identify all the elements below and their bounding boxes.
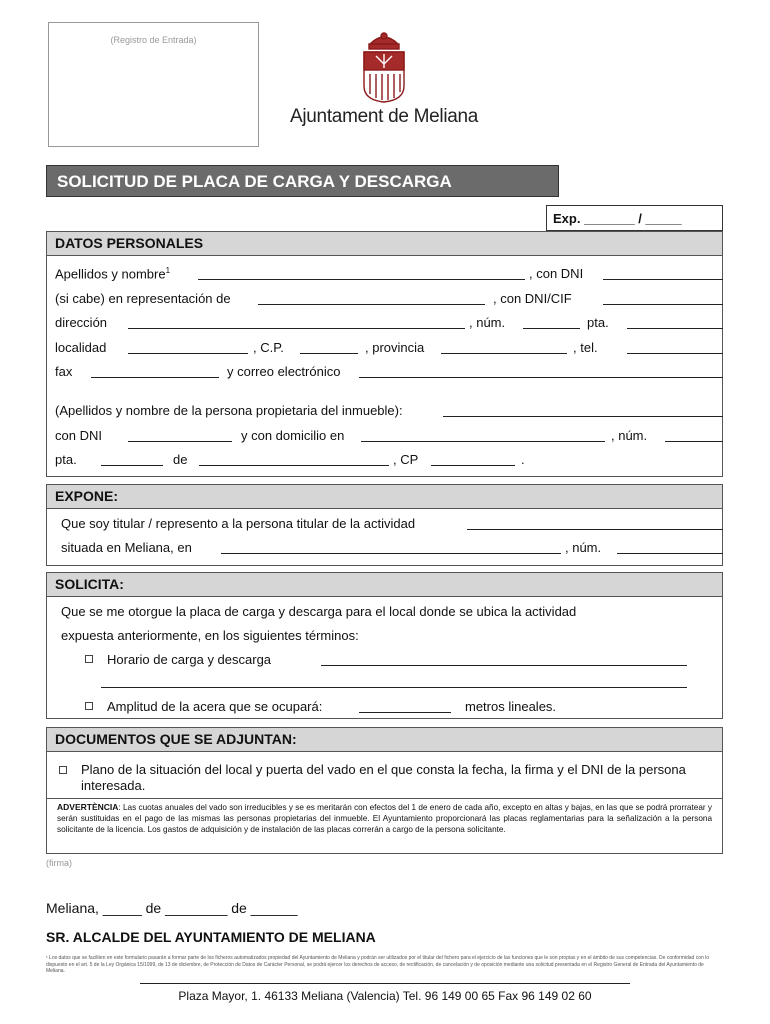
footer-divider bbox=[140, 983, 630, 984]
dni-propietaria-input[interactable] bbox=[128, 428, 232, 442]
localidad-input[interactable] bbox=[128, 340, 248, 354]
section-documentos bbox=[46, 727, 723, 854]
registration-stamp-box bbox=[48, 22, 259, 147]
row-apellidos bbox=[55, 266, 722, 286]
amplitud-input[interactable] bbox=[359, 699, 451, 713]
de-input[interactable] bbox=[199, 452, 389, 466]
label-horario: Horario de carga y descarga bbox=[107, 652, 272, 667]
label-num-2: , núm. bbox=[611, 428, 648, 443]
row-horario bbox=[85, 652, 722, 672]
data-protection-footnote: ¹ Los datos que se faciliten en este formulario pasarán a formar parte de los ficheros automatizados propiedad del Ayuntamiento de Meliana y podrán ser utilizados por el titular del fichero para el ejercicio de las funciones que le son propias y en el ámbito de sus competencias. De conformidad con lo dispuesto en el art. 5 de la Ley Orgánica 15/1999, de 13 de diciembre, de Protección de Datos de Carácter Personal, se podrá ejercer los derechos de acceso, de rectificación, de cancelación y de oposición mediante una solicitud presentada en el Registro General de Entrada del Ayuntamiento de Meliana. bbox=[46, 955, 710, 974]
label-localidad: localidad bbox=[55, 340, 107, 355]
pta-propietaria-input[interactable] bbox=[101, 452, 163, 466]
row-solicita-1 bbox=[61, 604, 722, 624]
row-doc-1 bbox=[59, 762, 709, 794]
dni-cif-input[interactable] bbox=[603, 291, 723, 305]
horario-checkbox[interactable] bbox=[85, 655, 93, 663]
brand-name: Ajuntament de Meliana bbox=[290, 106, 479, 127]
label-fax: fax bbox=[55, 364, 73, 379]
num-input[interactable] bbox=[523, 315, 580, 329]
label-domicilio: y con domicilio en bbox=[241, 428, 345, 443]
label-cp-2: , CP bbox=[393, 452, 419, 467]
ubicacion-input[interactable] bbox=[221, 540, 561, 554]
horario-extra-input[interactable] bbox=[101, 674, 687, 688]
registration-stamp-label: (Registro de Entrada) bbox=[110, 35, 197, 45]
section-heading: DOCUMENTOS QUE SE ADJUNTAN: bbox=[47, 728, 722, 752]
dni-input[interactable] bbox=[603, 266, 723, 280]
label-representacion: (si cabe) en representación de bbox=[55, 291, 231, 306]
coat-of-arms-icon bbox=[356, 30, 412, 104]
advertencia-text: : Las cuotas anuales del vado son irreducibles y se es meritarán con efectos del 1 de enero de cada año, excepto en altas y bajas, en las que se podrá prorratear y serán sustituidas en el pago de las mismas las personas propietarias del inmueble. El Ayuntamiento proporcionará las placas reglamentarias para la señalización a la persona solicitante de la licencia. Los gastos de adquisición y de instalación de las placas correrán a cargo de la persona solicitante. bbox=[57, 803, 712, 835]
apellidos-input[interactable] bbox=[198, 266, 525, 280]
section-expone bbox=[46, 484, 723, 566]
label-num-expone: , núm. bbox=[565, 540, 602, 555]
label-correo: y correo electrónico bbox=[227, 364, 341, 379]
label-direccion: dirección bbox=[55, 315, 108, 330]
plano-checkbox[interactable] bbox=[59, 766, 67, 774]
section-heading: DATOS PERSONALES bbox=[47, 232, 722, 256]
horario-input[interactable] bbox=[321, 652, 687, 666]
label-pta-2: pta. bbox=[55, 452, 77, 467]
row-horario-extra bbox=[85, 674, 722, 694]
propietaria-input[interactable] bbox=[443, 403, 723, 417]
correo-input[interactable] bbox=[359, 364, 723, 378]
exp-number-field[interactable]: Exp. _______ / _____ bbox=[546, 205, 723, 231]
num-propietaria-input[interactable] bbox=[665, 428, 723, 442]
label-con-dni-2: con DNI bbox=[55, 428, 102, 443]
row-direccion bbox=[55, 315, 722, 335]
direccion-input[interactable] bbox=[128, 315, 465, 329]
label-provincia: , provincia bbox=[365, 340, 425, 355]
representacion-input[interactable] bbox=[258, 291, 485, 305]
row-expone-2 bbox=[61, 540, 722, 560]
row-pta-cp bbox=[55, 452, 722, 472]
label-apellidos: Apellidos y nombre$^1$ bbox=[55, 266, 171, 282]
row-propietaria bbox=[55, 403, 722, 423]
actividad-input[interactable] bbox=[467, 516, 723, 530]
amplitud-checkbox[interactable] bbox=[85, 702, 93, 710]
fax-input[interactable] bbox=[91, 364, 219, 378]
cp-input[interactable] bbox=[300, 340, 358, 354]
label-tel: , tel. bbox=[573, 340, 598, 355]
row-fax bbox=[55, 364, 722, 384]
row-expone-1 bbox=[61, 516, 722, 536]
label-cp: , C.P. bbox=[253, 340, 284, 355]
footer-address: Plaza Mayor, 1. 46133 Meliana (Valencia) Tel. 96 149 00 65 Fax 96 149 02 60 bbox=[178, 989, 592, 1003]
label-num: , núm. bbox=[469, 315, 506, 330]
label-metros: metros lineales. bbox=[465, 699, 557, 714]
advertencia-label: ADVERTÈNCIA bbox=[57, 802, 119, 812]
tel-input[interactable] bbox=[627, 340, 723, 354]
label-amplitud: Amplitud de la acera que se ocupará: bbox=[107, 699, 323, 714]
row-con-dni-domicilio bbox=[55, 428, 722, 448]
label-con-dni: , con DNI bbox=[529, 266, 584, 281]
form-title: SOLICITUD DE PLACA DE CARGA Y DESCARGA bbox=[46, 165, 559, 197]
cp-propietaria-input[interactable] bbox=[431, 452, 515, 466]
doc-item-1: Plano de la situación del local y puerta del vado en el que consta la fecha, la firma y el DNI de la persona interesada. bbox=[81, 762, 686, 793]
advertencia-note bbox=[47, 798, 722, 839]
label-propietaria: (Apellidos y nombre de la persona propietaria del inmueble): bbox=[55, 403, 403, 418]
row-solicita-2 bbox=[61, 628, 722, 648]
section-heading: EXPONE: bbox=[47, 485, 722, 509]
domicilio-input[interactable] bbox=[361, 428, 605, 442]
section-datos-personales bbox=[46, 231, 723, 477]
pta-input[interactable] bbox=[627, 315, 723, 329]
num-expone-input[interactable] bbox=[617, 540, 723, 554]
footnote-mark: 1 bbox=[165, 266, 171, 275]
section-heading: SOLICITA: bbox=[47, 573, 722, 597]
date-line[interactable]: Meliana, _____ de ________ de ______ bbox=[46, 900, 298, 916]
label-pta: pta. bbox=[587, 315, 609, 330]
firma-label: (firma) bbox=[46, 858, 72, 868]
solicita-text-2: expuesta anteriormente, en los siguientes términos: bbox=[61, 628, 359, 643]
row-localidad bbox=[55, 340, 722, 360]
label-dot: . bbox=[521, 452, 525, 467]
expone-text-1: Que soy titular / represento a la persona titular de la actividad bbox=[61, 516, 416, 531]
row-representacion bbox=[55, 291, 722, 311]
label-de: de bbox=[173, 452, 188, 467]
addressee: SR. ALCALDE DEL AYUNTAMIENTO DE MELIANA bbox=[46, 929, 376, 945]
row-amplitud bbox=[85, 699, 722, 719]
section-solicita bbox=[46, 572, 723, 719]
expone-text-2: situada en Meliana, en bbox=[61, 540, 192, 555]
provincia-input[interactable] bbox=[441, 340, 567, 354]
solicita-text-1: Que se me otorgue la placa de carga y descarga para el local donde se ubica la actividad bbox=[61, 604, 577, 619]
label-con-dni-cif: , con DNI/CIF bbox=[493, 291, 572, 306]
